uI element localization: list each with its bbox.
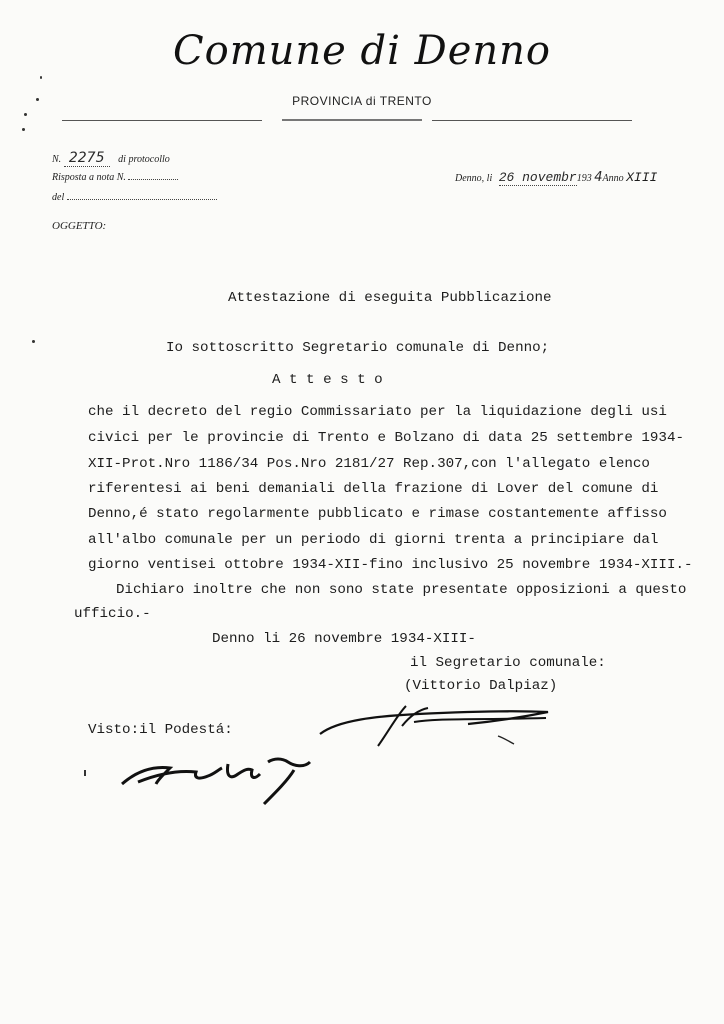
- header-rule-left: [62, 120, 262, 121]
- dateline: [455, 170, 657, 186]
- header-rule-right: [432, 120, 632, 121]
- dateline-date: 26 novembr: [498, 170, 577, 185]
- attesto-line: A t t e s t o: [272, 372, 383, 388]
- reply-note-line: [52, 172, 178, 183]
- paragraph-line-6: all'albo comunale per un periodo di giorni trenta a principiare dal: [88, 532, 659, 548]
- margin-speck: [40, 76, 42, 79]
- paragraph-line-5: Denno,é stato regolarmente pubblicato e rimase costantemente affisso: [88, 506, 667, 522]
- margin-speck: [32, 340, 35, 343]
- paragraph-line-4: riferentesi ai beni demaniali della frazione di Lover del comune di: [88, 481, 659, 497]
- paragraph-line-7: giorno ventisei ottobre 1934-XII-fino inclusivo 25 novembre 1934-XIII.-: [88, 557, 693, 573]
- province-label: PROVINCIA di TRENTO: [292, 94, 432, 108]
- del-label: del: [52, 192, 65, 203]
- secretary-title: il Segretario comunale:: [410, 655, 606, 671]
- protocol-number-suffix: di protocollo: [118, 154, 170, 165]
- header-rule-middle: [282, 119, 422, 121]
- dateline-year-prefix: 193: [576, 173, 592, 184]
- paragraph-line-2: civici per le provincie di Trento e Bolzano di data 25 settembre 1934-: [88, 430, 684, 446]
- dateline-anno-label: Anno: [602, 173, 624, 184]
- reply-note-blank: [128, 179, 178, 180]
- paragraph-line-3: XII-Prot.Nro 1186/34 Pos.Nro 2181/27 Rep.307,con l'allegato elenco: [88, 456, 650, 472]
- secretary-name: (Vittorio Dalpiaz): [404, 678, 558, 694]
- declaration-line-1: Dichiaro inoltre che non sono state presentate opposizioni a questo: [116, 582, 687, 598]
- podesta-signature: [118, 740, 328, 815]
- dateline-place: Denno, li: [455, 173, 493, 184]
- secretary-signature: [318, 702, 558, 757]
- margin-speck: [36, 98, 39, 101]
- margin-speck: [24, 113, 27, 116]
- paragraph-line-1: che il decreto del regio Commissariato per la liquidazione degli usi: [88, 404, 667, 420]
- document-heading: Attestazione di eseguita Pubblicazione: [228, 290, 552, 306]
- margin-speck: [22, 128, 25, 131]
- protocol-number-prefix: N.: [52, 154, 62, 165]
- protocol-number: 2275: [64, 150, 110, 167]
- closing-date: Denno li 26 novembre 1934-XIII-: [212, 631, 476, 647]
- protocol-number-line: [52, 150, 170, 167]
- visto-label: Visto:il Podestá:: [88, 722, 233, 738]
- declaration-line-2: ufficio.-: [74, 606, 151, 622]
- del-blank: [67, 199, 217, 200]
- margin-speck: [84, 770, 86, 776]
- del-line: [52, 192, 217, 203]
- dateline-year-digit: 4: [594, 170, 603, 185]
- dateline-anno-value: XIII: [626, 170, 658, 185]
- intro-line: Io sottoscritto Segretario comunale di Denno;: [166, 340, 550, 356]
- subject-label: OGGETTO:: [52, 220, 107, 232]
- reply-note-label: Risposta a nota N.: [52, 172, 126, 183]
- letterhead-title: Comune di Denno: [173, 28, 551, 74]
